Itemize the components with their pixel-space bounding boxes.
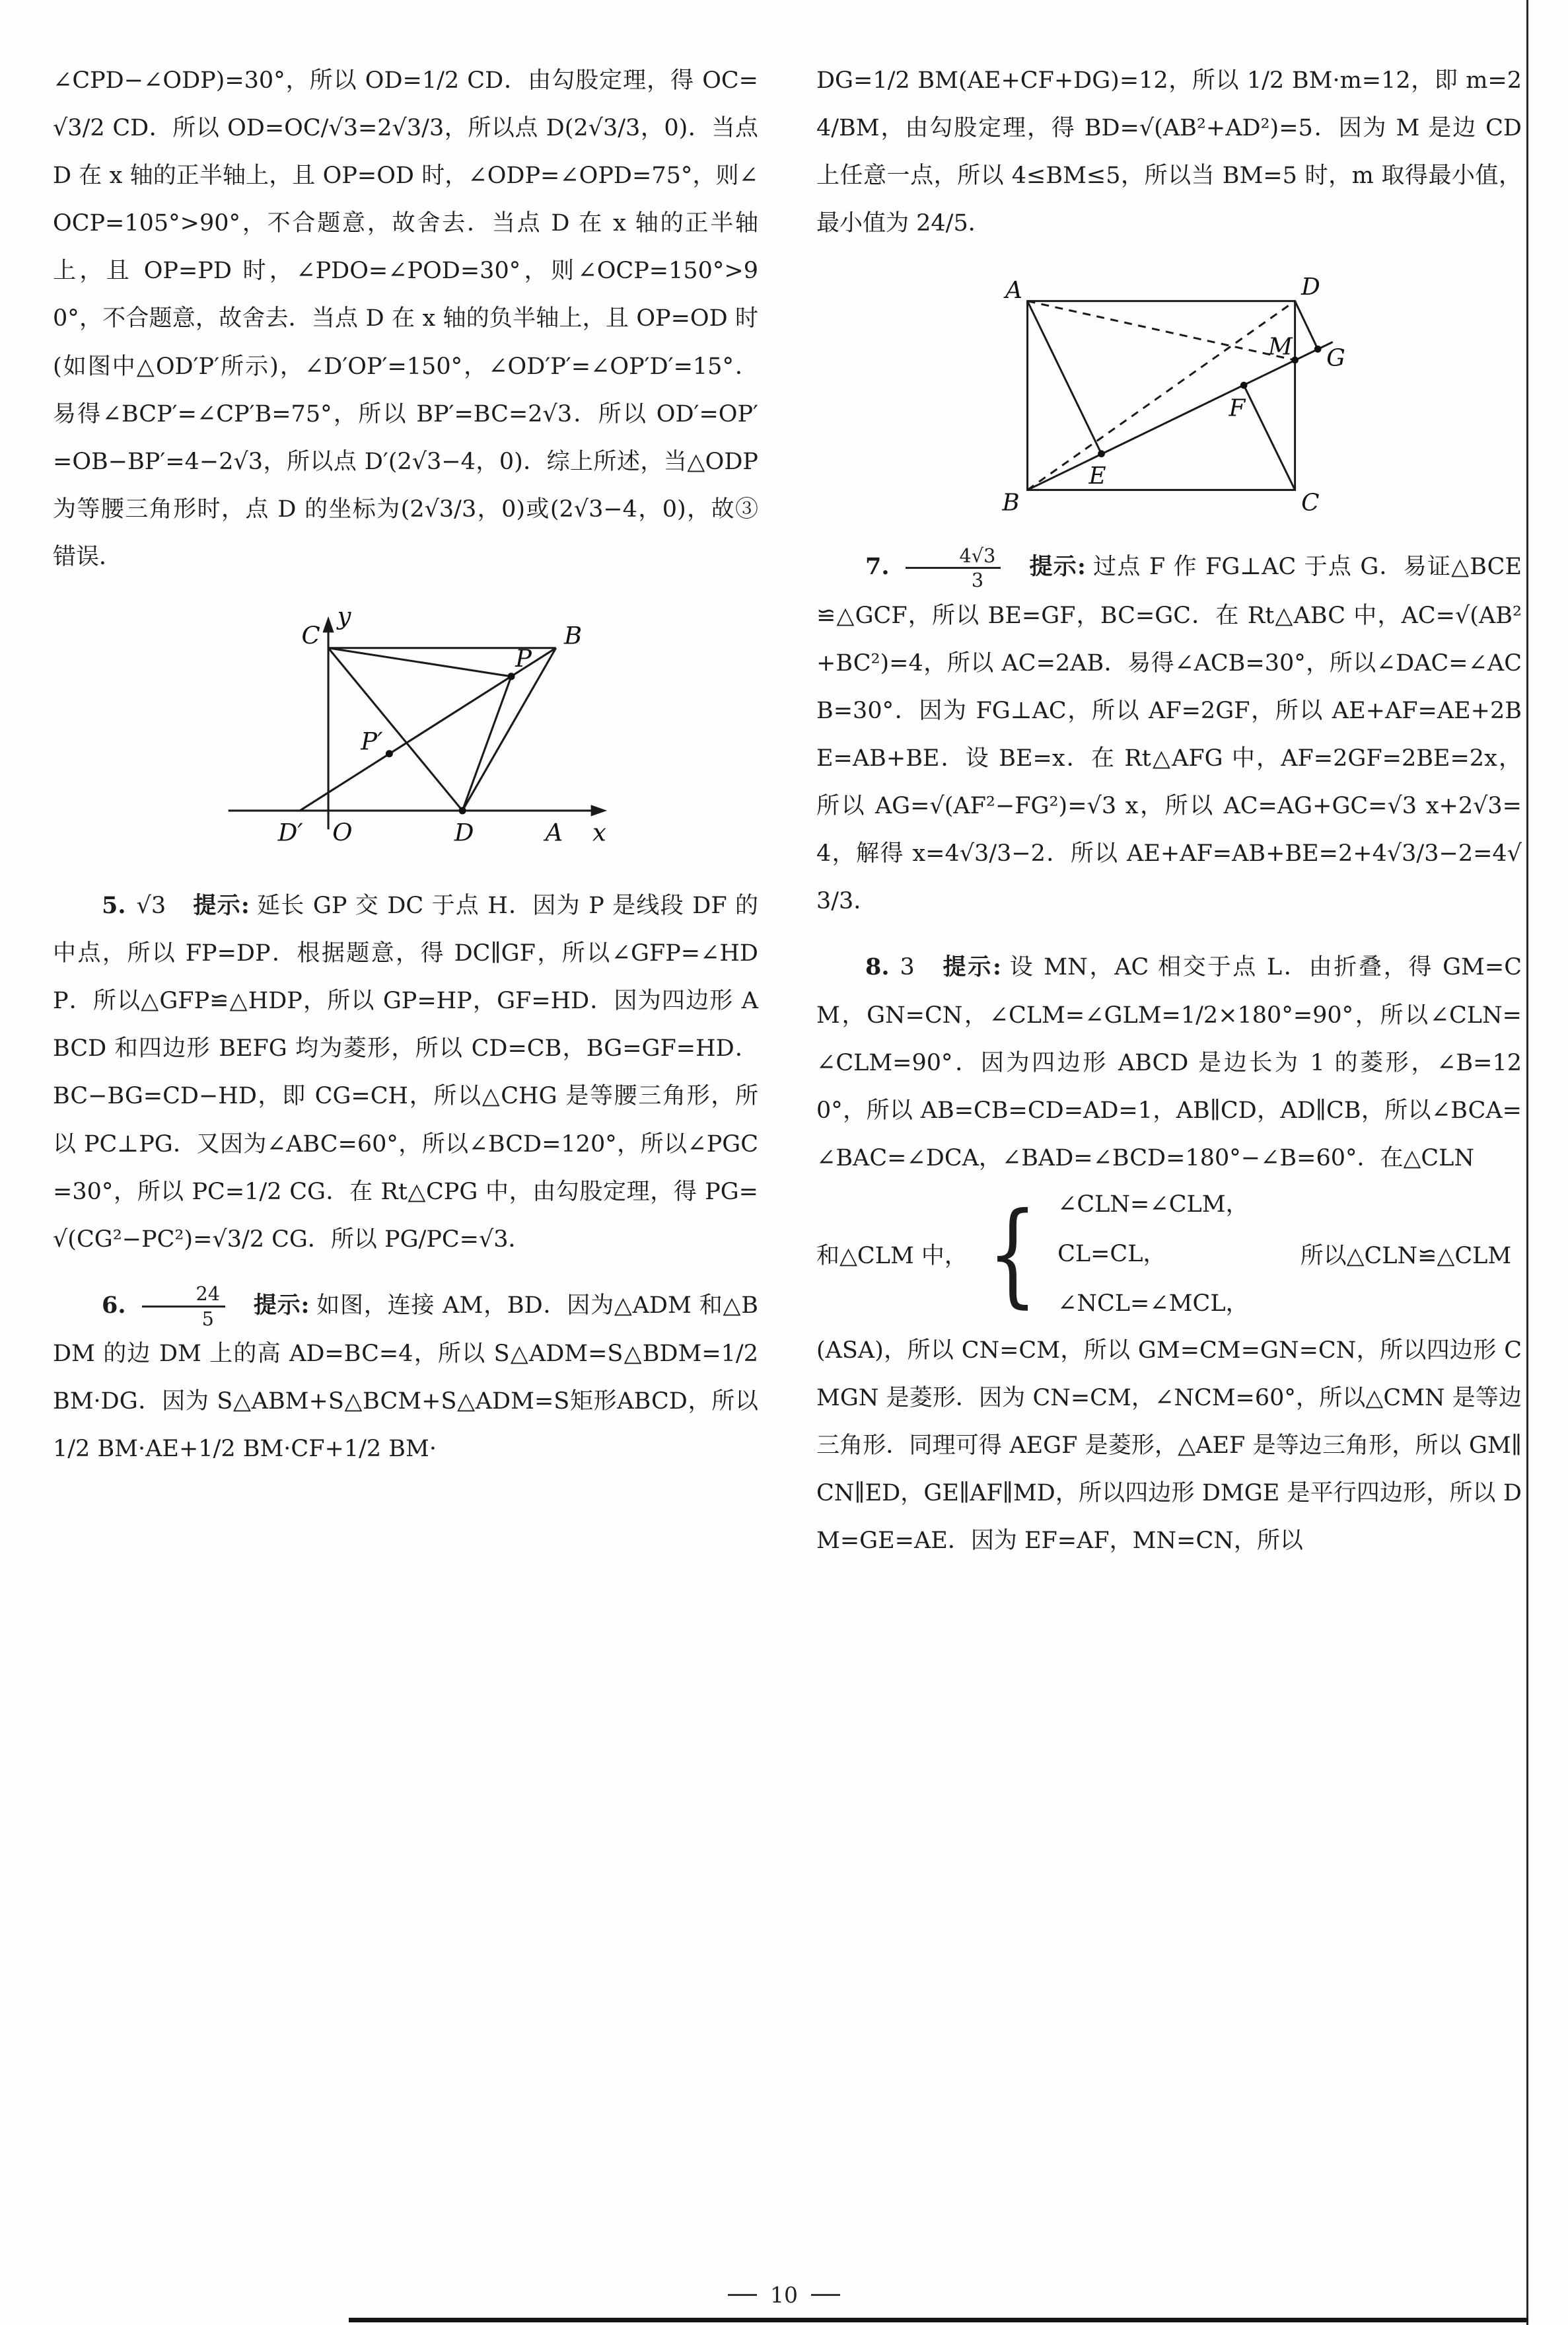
problem-7 [816,543,1522,925]
problem-7-text: 过点 F 作 FG⊥AC 于点 G．易证△BCE≌△GCF，所以 BE=GF，BC=GC．在 Rt△ABC 中，AC=√(AB²+BC²)=4，所以 AC=2AB．易得∠ACB=30°，所以∠DAC=∠ACB=30°．因为 FG⊥AC，所以 AF=2GF，所以 AE+AF=AE+2BE=AB+BE．设 BE=x．在 Rt△AFG 中，AF=2GF=2BE=2x，所以 AG=√(AF²−FG²)=√3 x，所以 AC=AG+GC=√3 x+2√3=4，解得 x=4√3/3−2．所以 AE+AF=AB+BE=2+4√3/3−2=4√3/3． [816,554,1522,915]
point-G-dot [1314,346,1322,353]
point-D-dot [459,807,466,814]
segment-PD [462,677,511,811]
segment-CP [328,648,511,677]
segment-BD [462,648,556,811]
problem-5-text: 延长 GP 交 DC 于点 H．因为 P 是线段 DF 的中点，所以 FP=DP．根据题意，得 DC∥GF，所以∠GFP=∠HDP．所以△GFP≌△HDP，所以 GP=HP，GF=HD．因为四边形 ABCD 和四边形 BEFG 均为菱形，所以 CD=CB，BG=GF=HD．BC−BG=CD−HD，即 CG=CH，所以△CHG 是等腰三角形，所以 PC⊥PG．又因为∠ABC=60°，所以∠BCD=120°，所以∠PGC=30°，所以 PC=1/2 CG．在 Rt△CPG 中，由勾股定理，得 PG=√(CG²−PC²)=√3/2 CG．所以 PG/PC=√3． [53,893,759,1253]
fraction-numerator: 24 [196,1282,221,1306]
system-lead-text: 和△CLM 中， [816,1243,968,1270]
label-point-F: F [1229,394,1246,422]
congruence-condition-system [816,1189,1522,1320]
problem-5-hint-label: 提示: [192,892,250,920]
problem-6-text: 如图，连接 AM，BD．因为△ADM 和△BDM 的边 DM 上的高 AD=BC=4，所以 S△ADM=S△BDM=1/2 BM·DG．因为 S△ABM+S△BCM+S△ADM=S矩形ABCD，所以 1/2 BM·AE+1/2 BM·CF+1/2 BM· [53,1292,759,1463]
footer-dash-left [728,2294,757,2296]
label-point-B: B [563,621,583,650]
y-axis-arrow [322,616,334,633]
system-case-3: ∠NCL=∠MCL， [1057,1290,1249,1317]
label-y-axis: y [337,603,351,631]
point-E-dot [1098,451,1105,458]
fraction-denominator: 5 [142,1306,226,1330]
problem-8-hint-label: 提示: [941,953,1001,981]
label-point-A: A [545,818,563,847]
footer-dash-right [811,2294,840,2296]
label-point-O: O [332,818,353,847]
problem-6-hint-label: 提示: [253,1291,310,1319]
point-P-dot [507,673,515,680]
problem-8-answer: 3 [900,954,915,981]
label-point-P: P [515,644,532,673]
label-point-C: C [301,621,320,650]
segment-CD [328,648,462,811]
problem-5-answer: √3 [136,893,166,920]
left-column [53,57,758,1571]
rectangle-figure-svg [964,270,1374,525]
point-F-dot [1240,382,1248,389]
system-conclusion: 所以△CLN≌△CLM [1300,1243,1512,1270]
label-point-A: A [1005,277,1023,305]
page-footer [728,2282,840,2308]
problem-6-number: 6. [102,1291,126,1319]
problem-7-number: 7. [865,553,890,581]
figure-coordinate-plane [53,603,758,864]
problem-5 [53,882,758,1263]
problem-6-answer-fraction [142,1282,226,1330]
system-cases [1057,1189,1249,1320]
problem-5-number: 5. [102,892,126,920]
page-edge-line [1526,0,1528,2325]
label-point-P-prime: P′ [361,727,383,756]
label-x-axis: x [592,818,606,847]
left-brace: { [987,1189,1038,1320]
dashed-segment-AM [1028,301,1295,360]
label-point-C: C [1301,489,1320,517]
figure-rectangle [816,270,1522,525]
page-number: 10 [770,2282,798,2308]
problem-8 [816,943,1522,1181]
x-axis-arrow [591,805,608,816]
point-M-dot [1291,357,1299,364]
line-B-M-G [1028,342,1333,490]
label-point-M: M [1268,334,1293,361]
label-point-E: E [1088,462,1106,490]
solution-continuation-paragraph: ∠CPD−∠ODP)=30°，所以 OD=1/2 CD．由勾股定理，得 OC=√3/2 CD．所以 OD=OC/√3=2√3/3，所以点 D(2√3/3，0)．当点 D 在 x 轴的正半轴上，且 OP=OD 时，∠ODP=∠OPD=75°，则∠OCP=105°>90°，不合题意，故舍去．当点 D 在 x 轴的正半轴上，且 OP=PD 时，∠PDO=∠POD=30°，则∠OCP=150°>90°，不合题意，故舍去．当点 D 在 x 轴的负半轴上，且 OP=OD 时(如图中△OD′P′所示)，∠D′OP′=150°，∠OD′P′=∠OP′D′=15°．易得∠BCP′=∠CP′B=75°，所以 BP′=BC=2√3．所以 OD′=OP′=OB−BP′=4−2√3，所以点 D′(2√3−4，0)．综上所述，当△ODP 为等腰三角形时，点 D 的坐标为(2√3/3，0)或(2√3−4，0)，故③错误． [53,67,758,570]
problem-8-number: 8. [865,953,890,981]
scan-shadow-bottom [349,2318,1528,2322]
fraction-numerator: 4√3 [959,544,996,567]
segment-DG [1295,301,1318,350]
problem-7-hint-label: 提示: [1028,553,1086,581]
label-point-D: D [454,818,474,847]
problem-8-text-before: 设 MN，AC 相交于点 L．由折叠，得 GM=CM，GN=CN，∠CLM=∠GLM=1/2×180°=90°，所以∠CLN=∠CLM=90°．因为四边形 ABCD 是边长为 1 的菱形，∠B=120°，所以 AB=CB=CD=AD=1，AB∥CD，AD∥CB，所以∠BCA=∠BAC=∠DCA，∠BAD=∠BCD=180°−∠B=60°．在△CLN [816,954,1522,1171]
point-P-prime-dot [386,750,393,757]
label-point-G: G [1326,344,1345,372]
problem-6 [53,1282,758,1473]
problem-8-text-after: (ASA)，所以 CN=CM，所以 GM=CM=GN=CN，所以四边形 CMGN 是菱形．因为 CN=CM，∠NCM=60°，所以△CMN 是等边三角形．同理可得 AEGF 是菱形，△AEF 是等边三角形，所以 GM∥CN∥ED，GE∥AF∥MD，所以四边形 DMGE 是平行四边形，所以 DM=GE=AE．因为 EF=AF，MN=CN，所以 [816,1337,1522,1555]
label-point-B: B [1002,489,1020,517]
segment-AE [1028,301,1102,454]
segment-CF [1244,386,1295,490]
coordinate-plane-svg [194,603,617,864]
problem-6-continuation-paragraph: DG=1/2 BM(AE+CF+DG)=12，所以 1/2 BM·m=12，即 m=24/BM，由勾股定理，得 BD=√(AB²+AD²)=5．因为 M 是边 CD 上任意一点，所以 4≤BM≤5，所以当 BM=5 时，m 取得最小值，最小值为 24/5． [816,67,1522,237]
dashed-segment-BD [1028,301,1295,490]
system-case-2: CL=CL， [1057,1240,1166,1267]
system-case-1: ∠CLN=∠CLM， [1057,1191,1249,1218]
right-column [816,57,1522,1571]
fraction-denominator: 3 [906,567,1001,591]
label-point-D-prime: D′ [277,818,303,847]
label-point-D: D [1301,274,1320,301]
problem-7-answer-fraction [906,544,1001,592]
